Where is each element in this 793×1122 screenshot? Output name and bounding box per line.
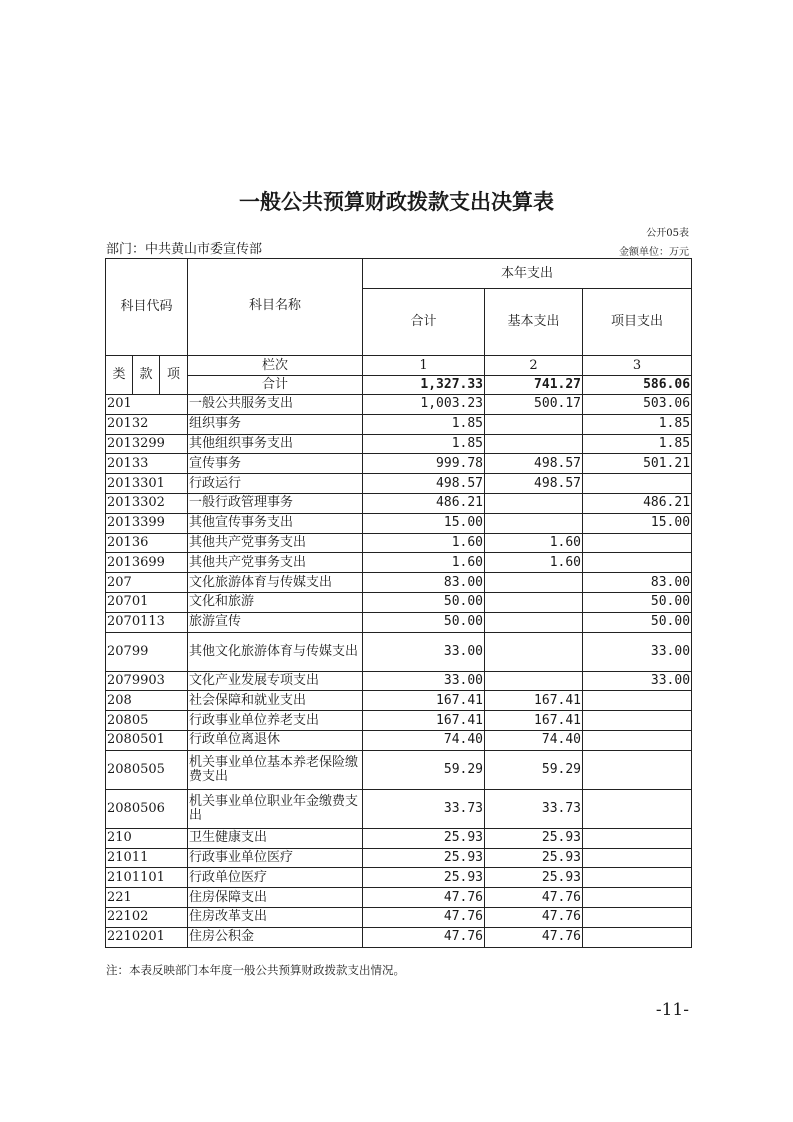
- table-row: [106, 907, 692, 927]
- table-row: [106, 454, 692, 474]
- row-basic: 498.57: [485, 474, 583, 494]
- column-index-row: [106, 356, 692, 376]
- row-name: 住房保障支出: [188, 888, 363, 908]
- row-code: 21011: [106, 848, 188, 868]
- table-row: [106, 848, 692, 868]
- department-label: 部门：中共黄山市委宣传部: [106, 242, 263, 257]
- row-code: 208: [106, 691, 188, 711]
- row-project: [583, 691, 692, 711]
- row-total: 15.00: [363, 513, 485, 533]
- row-basic: [485, 414, 583, 434]
- header-project: 项目支出: [583, 289, 692, 356]
- row-project: [583, 750, 692, 789]
- header-row-1: [106, 259, 692, 289]
- footnote: 注：本表反映部门本年度一般公共预算财政拨款支出情况。: [106, 963, 405, 977]
- row-total: 167.41: [363, 691, 485, 711]
- row-basic: 74.40: [485, 730, 583, 750]
- header-code: 科目代码: [106, 259, 188, 356]
- row-code: 20136: [106, 533, 188, 553]
- row-code: 2210201: [106, 927, 188, 947]
- row-basic: [485, 592, 583, 612]
- row-basic: 500.17: [485, 395, 583, 415]
- table-row: [106, 730, 692, 750]
- row-name: 组织事务: [188, 414, 363, 434]
- table-row: [106, 533, 692, 553]
- row-name: 行政单位医疗: [188, 868, 363, 888]
- table-row: [106, 691, 692, 711]
- header-total: 合计: [363, 289, 485, 356]
- row-code: 2013299: [106, 434, 188, 454]
- row-basic: 498.57: [485, 454, 583, 474]
- row-name: 其他宣传事务支出: [188, 513, 363, 533]
- row-project: [583, 789, 692, 828]
- row-project: 501.21: [583, 454, 692, 474]
- row-name: 行政事业单位医疗: [188, 848, 363, 868]
- row-total: 47.76: [363, 907, 485, 927]
- row-name: 一般公共服务支出: [188, 395, 363, 415]
- header-name: 科目名称: [188, 259, 363, 356]
- table-row: [106, 888, 692, 908]
- table-row: [106, 434, 692, 454]
- row-project: [583, 553, 692, 573]
- row-total: 1.60: [363, 553, 485, 573]
- row-total: 1.85: [363, 434, 485, 454]
- header-kuan: 款: [133, 356, 160, 395]
- row-code: 20132: [106, 414, 188, 434]
- row-project: 50.00: [583, 592, 692, 612]
- row-name: 行政运行: [188, 474, 363, 494]
- row-code: 2013301: [106, 474, 188, 494]
- row-name: 住房公积金: [188, 927, 363, 947]
- row-total: 999.78: [363, 454, 485, 474]
- row-code: 207: [106, 573, 188, 593]
- row-code: 2013302: [106, 493, 188, 513]
- expenditure-table: [105, 258, 692, 948]
- row-total: 25.93: [363, 868, 485, 888]
- row-project: [583, 828, 692, 848]
- sum-row: [106, 376, 692, 395]
- row-name: 机关事业单位职业年金缴费支出: [188, 789, 363, 828]
- row-total: 25.93: [363, 828, 485, 848]
- table-row: [106, 414, 692, 434]
- table-row: [106, 592, 692, 612]
- table-row: [106, 553, 692, 573]
- table-row: [106, 927, 692, 947]
- table-row: [106, 711, 692, 731]
- row-total: 59.29: [363, 750, 485, 789]
- row-code: 221: [106, 888, 188, 908]
- row-code: 2013699: [106, 553, 188, 573]
- row-basic: 47.76: [485, 888, 583, 908]
- row-name: 其他共产党事务支出: [188, 533, 363, 553]
- row-project: 15.00: [583, 513, 692, 533]
- row-name: 社会保障和就业支出: [188, 691, 363, 711]
- row-total: 1,003.23: [363, 395, 485, 415]
- row-name: 文化产业发展专项支出: [188, 671, 363, 691]
- column-index-3: 3: [583, 356, 692, 376]
- table-row: [106, 789, 692, 828]
- row-basic: [485, 434, 583, 454]
- table-row: [106, 573, 692, 593]
- page-title: 一般公共预算财政拨款支出决算表: [239, 190, 554, 214]
- row-basic: 25.93: [485, 828, 583, 848]
- row-project: 33.00: [583, 671, 692, 691]
- row-total: 33.73: [363, 789, 485, 828]
- row-name: 文化和旅游: [188, 592, 363, 612]
- row-project: [583, 533, 692, 553]
- table-row: [106, 612, 692, 632]
- table-row: [106, 632, 692, 671]
- table-row: [106, 671, 692, 691]
- row-basic: 1.60: [485, 533, 583, 553]
- row-total: 1.60: [363, 533, 485, 553]
- row-project: 33.00: [583, 632, 692, 671]
- row-code: 2080501: [106, 730, 188, 750]
- row-code: 2080505: [106, 750, 188, 789]
- row-code: 2080506: [106, 789, 188, 828]
- row-project: [583, 868, 692, 888]
- row-basic: 59.29: [485, 750, 583, 789]
- row-basic: [485, 573, 583, 593]
- row-total: 1.85: [363, 414, 485, 434]
- row-basic: [485, 513, 583, 533]
- row-code: 2079903: [106, 671, 188, 691]
- row-code: 20799: [106, 632, 188, 671]
- row-project: [583, 711, 692, 731]
- row-basic: [485, 671, 583, 691]
- row-total: 47.76: [363, 888, 485, 908]
- row-project: 503.06: [583, 395, 692, 415]
- row-name: 行政事业单位养老支出: [188, 711, 363, 731]
- row-total: 486.21: [363, 493, 485, 513]
- row-project: 486.21: [583, 493, 692, 513]
- row-name: 其他文化旅游体育与传媒支出: [188, 632, 363, 671]
- row-total: 47.76: [363, 927, 485, 947]
- row-name: 机关事业单位基本养老保险缴费支出: [188, 750, 363, 789]
- row-basic: 47.76: [485, 927, 583, 947]
- row-total: 50.00: [363, 592, 485, 612]
- table-row: [106, 395, 692, 415]
- row-basic: [485, 632, 583, 671]
- header-xiang: 项: [160, 356, 188, 395]
- table-row: [106, 828, 692, 848]
- row-project: [583, 848, 692, 868]
- row-basic: 33.73: [485, 789, 583, 828]
- row-name: 旅游宣传: [188, 612, 363, 632]
- row-basic: 25.93: [485, 868, 583, 888]
- row-project: 50.00: [583, 612, 692, 632]
- row-name: 卫生健康支出: [188, 828, 363, 848]
- row-name: 住房改革支出: [188, 907, 363, 927]
- row-total: 50.00: [363, 612, 485, 632]
- row-total: 74.40: [363, 730, 485, 750]
- sum-project: 586.06: [583, 376, 692, 395]
- column-index-2: 2: [485, 356, 583, 376]
- row-name: 其他组织事务支出: [188, 434, 363, 454]
- amount-unit-label: 金额单位：万元: [619, 247, 689, 258]
- row-name: 其他共产党事务支出: [188, 553, 363, 573]
- row-code: 20701: [106, 592, 188, 612]
- row-basic: 167.41: [485, 691, 583, 711]
- row-project: [583, 888, 692, 908]
- row-project: [583, 730, 692, 750]
- table-row: [106, 868, 692, 888]
- sum-label: 合计: [188, 376, 363, 395]
- row-code: 210: [106, 828, 188, 848]
- table-row: [106, 750, 692, 789]
- row-project: [583, 474, 692, 494]
- row-name: 行政单位离退休: [188, 730, 363, 750]
- table-row: [106, 474, 692, 494]
- row-code: 20133: [106, 454, 188, 474]
- row-code: 22102: [106, 907, 188, 927]
- row-name: 文化旅游体育与传媒支出: [188, 573, 363, 593]
- row-project: [583, 927, 692, 947]
- row-code: 2070113: [106, 612, 188, 632]
- sum-basic: 741.27: [485, 376, 583, 395]
- row-total: 498.57: [363, 474, 485, 494]
- row-project: 1.85: [583, 414, 692, 434]
- row-project: 83.00: [583, 573, 692, 593]
- column-index-label: 栏次: [188, 356, 363, 376]
- header-this-year: 本年支出: [363, 259, 692, 289]
- row-basic: [485, 612, 583, 632]
- row-total: 33.00: [363, 632, 485, 671]
- row-project: [583, 907, 692, 927]
- row-total: 25.93: [363, 848, 485, 868]
- header-basic: 基本支出: [485, 289, 583, 356]
- row-basic: [485, 493, 583, 513]
- row-code: 2101101: [106, 868, 188, 888]
- sum-total: 1,327.33: [363, 376, 485, 395]
- row-basic: 167.41: [485, 711, 583, 731]
- table-row: [106, 493, 692, 513]
- column-index-1: 1: [363, 356, 485, 376]
- row-total: 167.41: [363, 711, 485, 731]
- row-basic: 47.76: [485, 907, 583, 927]
- row-basic: 1.60: [485, 553, 583, 573]
- page-number: -11-: [655, 1000, 689, 1020]
- row-code: 201: [106, 395, 188, 415]
- row-total: 83.00: [363, 573, 485, 593]
- form-number: 公开05表: [646, 228, 689, 239]
- row-code: 2013399: [106, 513, 188, 533]
- table-row: [106, 513, 692, 533]
- row-project: 1.85: [583, 434, 692, 454]
- row-name: 宣传事务: [188, 454, 363, 474]
- row-name: 一般行政管理事务: [188, 493, 363, 513]
- header-lei: 类: [106, 356, 133, 395]
- row-code: 20805: [106, 711, 188, 731]
- row-basic: 25.93: [485, 848, 583, 868]
- row-total: 33.00: [363, 671, 485, 691]
